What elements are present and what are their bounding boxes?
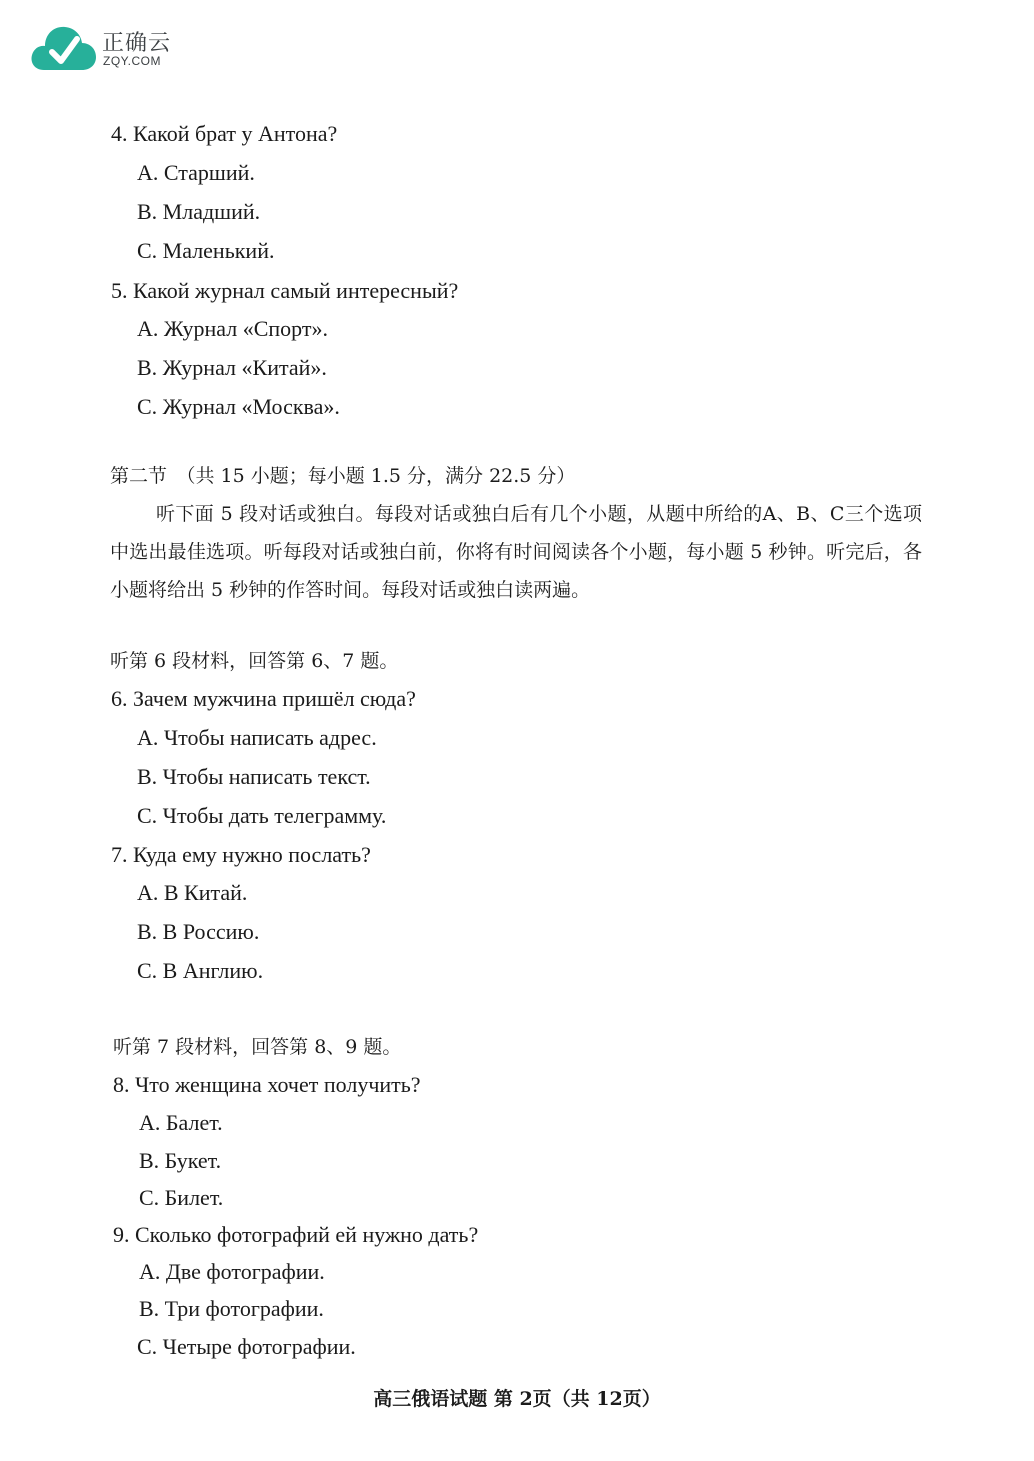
question-9: 9. Сколько фотографий ей нужно дать? (113, 1222, 479, 1247)
question-8-option-b: B. Букет. (139, 1148, 222, 1173)
question-9-option-a: A. Две фотографии. (139, 1259, 325, 1284)
section-2-heading: 第二节 （共 15 小题；每小题 1.5 分，满分 22.5 分） (110, 465, 576, 487)
question-9-option-b: B. Три фотографии. (139, 1296, 324, 1321)
question-5-option-c: C. Журнал «Москва». (137, 394, 340, 419)
material-7-instruction: 听第 7 段材料，回答第 8、9 题。 (113, 1036, 402, 1058)
question-5-option-a: A. Журнал «Спорт». (137, 316, 329, 341)
question-6-option-c: C. Чтобы дать телеграмму. (137, 803, 387, 828)
question-6-option-a: A. Чтобы написать адрес. (137, 725, 377, 750)
question-5: 5. Какой журнал самый интересный? (111, 278, 459, 303)
question-8-option-c: C. Билет. (139, 1185, 224, 1210)
question-8-option-a: A. Балет. (139, 1110, 223, 1135)
logo-brand-cn: 正确云 (102, 31, 172, 56)
question-4-option-c: C. Маленький. (137, 238, 275, 263)
zqy-logo (30, 22, 200, 74)
question-4: 4. Какой брат у Антона? (111, 121, 338, 146)
material-6-instruction: 听第 6 段材料，回答第 6、7 题。 (110, 650, 399, 672)
question-4-option-b: B. Младший. (137, 199, 261, 224)
question-7: 7. Куда ему нужно послать? (111, 842, 371, 867)
page-footer: 高三俄语试题 第 2页（共 12页） (373, 1388, 661, 1410)
question-8: 8. Что женщина хочет получить? (113, 1072, 421, 1097)
cloud-check-icon (30, 22, 98, 74)
section-2-instructions: 听下面 5 段对话或独白。每段对话或独白后有几个小题，从题中所给的A、B、C三个选项中选出最佳选项。听每段对话或独白前，你将有时间阅读各个小题，每小题 5 秒钟。听完后，各小题将给出 5 秒钟的作答时间。每段对话或独白读两遍。 (110, 503, 922, 601)
question-7-option-c: C. В Англию. (137, 958, 264, 983)
question-9-option-c: C. Четыре фотографии. (137, 1334, 356, 1359)
logo-brand-en: ZQY.COM (103, 54, 161, 68)
question-5-option-b: B. Журнал «Китай». (137, 355, 327, 380)
question-7-option-b: B. В Россию. (137, 919, 260, 944)
question-4-option-a: A. Старший. (137, 160, 255, 185)
question-6: 6. Зачем мужчина пришёл сюда? (111, 686, 416, 711)
question-6-option-b: B. Чтобы написать текст. (137, 764, 371, 789)
question-7-option-a: A. В Китай. (137, 880, 248, 905)
